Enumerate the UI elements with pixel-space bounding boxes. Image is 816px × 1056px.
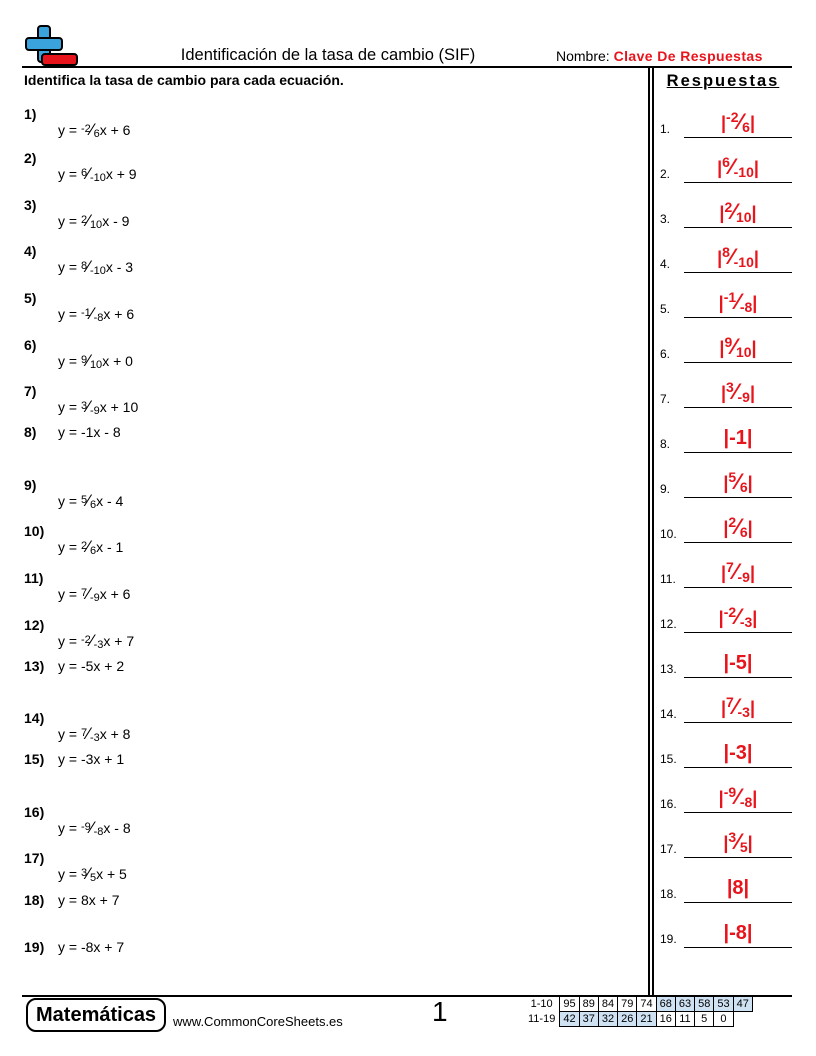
- answer-denominator: 6: [739, 479, 748, 495]
- score-cell: 89: [579, 997, 598, 1012]
- abs-bar: |: [749, 563, 756, 583]
- score-range-label: 11-19: [528, 1013, 556, 1025]
- fraction-slash: ⁄: [87, 351, 90, 370]
- problem-number: 7): [24, 383, 37, 399]
- fraction-slash: ⁄: [87, 211, 90, 230]
- answer-number: 8.: [660, 437, 671, 451]
- score-cell: 47: [733, 997, 752, 1012]
- answer-numerator: 5: [728, 469, 737, 485]
- problem-number: 12): [24, 617, 45, 633]
- problem-number: 18): [24, 892, 45, 908]
- problem-equation: [58, 491, 123, 511]
- score-row: [528, 997, 752, 1012]
- fraction-slash: ⁄: [733, 379, 738, 404]
- answer-item: [660, 773, 792, 813]
- slope-denominator: 5: [89, 872, 97, 884]
- answer-item: [660, 458, 792, 498]
- problem-number: 10): [24, 523, 45, 539]
- answer-numerator: -9: [723, 784, 737, 800]
- equation-suffix: x + 5: [96, 866, 127, 882]
- equation-prefix: y =: [58, 166, 81, 182]
- problem-equation: [58, 211, 129, 231]
- problem-equation: [58, 424, 121, 440]
- answer-value: [684, 559, 792, 585]
- abs-bar: |: [753, 248, 759, 268]
- name-label: Nombre:: [556, 48, 610, 64]
- slope-denominator: -10: [89, 265, 106, 277]
- score-cell: 21: [637, 1012, 656, 1027]
- slope-numerator: -9: [80, 821, 91, 833]
- answer-number: 14.: [660, 707, 677, 721]
- answer-line: [684, 452, 792, 453]
- fraction-slash: ⁄: [87, 584, 90, 603]
- answer-line: [684, 677, 792, 678]
- answer-item: [660, 818, 792, 858]
- score-range-label: 1-10: [530, 998, 553, 1010]
- slope-denominator: 6: [89, 499, 97, 511]
- abs-bar: |: [720, 698, 727, 718]
- fraction-slash: ⁄: [90, 304, 94, 323]
- answer-line: [684, 857, 792, 858]
- answer-denominator: -3: [737, 704, 750, 720]
- fraction-slash: ⁄: [87, 164, 90, 183]
- problem-number: 19): [24, 939, 45, 955]
- answer-denominator: -8: [739, 299, 753, 315]
- answer-value: [684, 289, 792, 315]
- equation-prefix: y =: [58, 820, 81, 836]
- slope-numerator: 3: [80, 400, 88, 412]
- problem-number: 2): [24, 150, 37, 166]
- fraction-slash: ⁄: [732, 199, 736, 224]
- fraction-slash: ⁄: [736, 604, 740, 629]
- answer-value: [684, 829, 792, 855]
- abs-bar: |: [749, 698, 756, 718]
- abs-bar: |: [752, 788, 758, 808]
- equation-prefix: y =: [58, 633, 81, 649]
- fraction-slash: ⁄: [736, 784, 740, 809]
- abs-bar: |: [751, 203, 757, 223]
- equation-suffix: x - 1: [96, 539, 124, 555]
- problem-number: 9): [24, 477, 37, 493]
- problem-number: 15): [24, 751, 45, 767]
- answer-item: [660, 233, 792, 273]
- answer-value: |-5|: [723, 652, 753, 674]
- answer-value: [684, 109, 792, 135]
- answer-number: 7.: [660, 392, 671, 406]
- answer-line: [684, 227, 792, 228]
- answer-numerator: 6: [722, 154, 730, 170]
- answer-line: [684, 407, 792, 408]
- answer-item: [660, 188, 792, 228]
- slope-numerator: -1: [80, 307, 91, 319]
- equation-suffix: x + 7: [103, 633, 135, 649]
- equation-suffix: x + 6: [99, 122, 131, 138]
- answer-number: 2.: [660, 167, 671, 181]
- problem-number: 4): [24, 243, 37, 259]
- answer-line: [684, 767, 792, 768]
- answer-numerator: 7: [726, 559, 734, 575]
- answer-number: 1.: [660, 122, 671, 136]
- score-cell: 58: [695, 997, 714, 1012]
- slope-denominator: 10: [89, 219, 103, 231]
- answer-numerator: -2: [723, 604, 737, 620]
- problem-equation: [58, 631, 134, 651]
- answer-item: [660, 638, 792, 678]
- equation-suffix: x + 9: [105, 166, 137, 182]
- score-cell: 63: [675, 997, 694, 1012]
- answer-value: |8|: [726, 877, 750, 899]
- equation-prefix: y = -1x - 8: [58, 424, 121, 440]
- score-cell: 16: [656, 1012, 675, 1027]
- abs-bar: |: [718, 788, 724, 808]
- problem-equation: [58, 537, 123, 557]
- slope-numerator: 2: [80, 214, 88, 226]
- answer-numerator: 3: [728, 829, 737, 845]
- score-cell: 5: [695, 1012, 714, 1027]
- equation-prefix: y =: [58, 399, 81, 415]
- abs-bar: |: [720, 383, 727, 403]
- answer-line: [684, 947, 792, 948]
- slope-denominator: -9: [89, 592, 100, 604]
- abs-bar: |: [753, 158, 759, 178]
- slope-numerator: 6: [80, 167, 88, 179]
- answer-value: [684, 199, 792, 225]
- equation-prefix: y =: [58, 539, 81, 555]
- abs-bar: |: [751, 338, 757, 358]
- answer-number: 11.: [660, 572, 676, 586]
- fraction-slash: ⁄: [87, 537, 90, 556]
- score-row: [528, 1012, 752, 1027]
- equation-prefix: y = -8x + 7: [58, 939, 125, 955]
- slope-denominator: -8: [93, 312, 104, 324]
- equation-prefix: y =: [58, 353, 81, 369]
- answer-denominator: 10: [735, 209, 752, 225]
- equation-prefix: y =: [58, 866, 81, 882]
- answer-numerator: 2: [724, 199, 733, 215]
- problem-equation: [58, 724, 130, 744]
- slope-denominator: -3: [89, 732, 100, 744]
- abs-bar: |: [752, 608, 758, 628]
- equation-suffix: x + 10: [99, 399, 139, 415]
- brand-badge: Matemáticas: [26, 998, 166, 1032]
- fraction-slash: ⁄: [738, 109, 743, 134]
- slope-numerator: -2: [80, 634, 91, 646]
- fraction-slash: ⁄: [87, 397, 90, 416]
- problem-number: 14): [24, 710, 45, 726]
- problem-number: 6): [24, 337, 37, 353]
- score-cell: 95: [560, 997, 579, 1012]
- answer-line: [684, 362, 792, 363]
- problem-equation: [58, 351, 133, 371]
- fraction-slash: ⁄: [90, 631, 94, 650]
- answer-value: [684, 694, 792, 720]
- fraction-slash: ⁄: [733, 694, 738, 719]
- answer-line: [684, 632, 792, 633]
- fraction-slash: ⁄: [87, 491, 90, 510]
- score-cell: 32: [598, 1012, 617, 1027]
- fraction-slash: ⁄: [87, 257, 90, 276]
- abs-bar: |: [718, 293, 724, 313]
- abs-bar: |: [749, 113, 756, 133]
- slope-denominator: 6: [93, 128, 100, 140]
- answer-denominator: -10: [733, 254, 754, 270]
- equation-prefix: y = -5x + 2: [58, 658, 125, 674]
- answer-item: [660, 728, 792, 768]
- fraction-slash: ⁄: [736, 829, 740, 854]
- header-rule: [22, 66, 792, 68]
- score-table: [528, 996, 753, 1027]
- answer-number: 3.: [660, 212, 671, 226]
- equation-prefix: y =: [58, 306, 81, 322]
- instructions: Identifica la tasa de cambio para cada ecuación.: [24, 72, 344, 88]
- fraction-slash: ⁄: [90, 120, 94, 139]
- fraction-slash: ⁄: [90, 818, 94, 837]
- problem-number: 1): [24, 106, 37, 122]
- slope-numerator: 7: [80, 727, 88, 739]
- abs-bar: |: [717, 158, 723, 178]
- answer-numerator: 9: [724, 334, 733, 350]
- abs-bar: |: [723, 473, 729, 493]
- answer-item: [660, 278, 792, 318]
- fraction-slash: ⁄: [87, 724, 90, 743]
- abs-bar: |: [747, 518, 753, 538]
- answers-header: Respuestas: [666, 72, 780, 90]
- answer-denominator: -3: [739, 614, 753, 630]
- slope-denominator: -8: [93, 826, 104, 838]
- answer-item: [660, 413, 792, 453]
- slope-denominator: -10: [89, 172, 106, 184]
- answer-denominator: 6: [739, 524, 748, 540]
- equation-suffix: x - 4: [96, 493, 124, 509]
- fraction-slash: ⁄: [736, 514, 740, 539]
- abs-bar: |: [747, 473, 753, 493]
- equation-prefix: y =: [58, 726, 81, 742]
- answer-item: [660, 683, 792, 723]
- abs-bar: |: [723, 518, 729, 538]
- equation-prefix: y = 8x + 7: [58, 892, 120, 908]
- slope-denominator: -9: [89, 405, 100, 417]
- equation-suffix: x + 6: [103, 306, 135, 322]
- score-cell: 74: [637, 997, 656, 1012]
- answer-line: [684, 497, 792, 498]
- answer-value: [684, 244, 792, 270]
- score-cell: 68: [656, 997, 675, 1012]
- abs-bar: |: [717, 248, 723, 268]
- answer-line: [684, 272, 792, 273]
- answer-value: [684, 604, 792, 630]
- answer-line: [684, 317, 792, 318]
- slope-denominator: 6: [89, 545, 97, 557]
- name-field: [556, 48, 763, 64]
- worksheet-title: Identificación de la tasa de cambio (SIF): [180, 46, 476, 64]
- answer-number: 13.: [660, 662, 677, 676]
- score-cell: 11: [675, 1012, 694, 1027]
- answer-number: 15.: [660, 752, 677, 766]
- answer-line: [684, 902, 792, 903]
- answer-item: [660, 98, 792, 138]
- answer-value: [684, 334, 792, 360]
- abs-bar: |: [719, 203, 725, 223]
- score-cell: 79: [618, 997, 637, 1012]
- answer-item: [660, 863, 792, 903]
- answer-value: [684, 154, 792, 180]
- equation-suffix: x - 3: [105, 259, 134, 275]
- abs-bar: |: [720, 113, 727, 133]
- answer-line: [684, 812, 792, 813]
- equation-suffix: x + 6: [99, 586, 131, 602]
- answer-value: |-1|: [723, 427, 753, 449]
- answer-line: [684, 542, 792, 543]
- problem-equation: [58, 658, 124, 674]
- equation-prefix: y =: [58, 586, 81, 602]
- problem-equation: [58, 864, 127, 884]
- score-cell: 42: [560, 1012, 579, 1027]
- fraction-slash: ⁄: [733, 559, 738, 584]
- problem-equation: [58, 751, 124, 767]
- answer-denominator: -9: [737, 569, 750, 585]
- answer-denominator: 10: [735, 344, 752, 360]
- slope-numerator: 5: [80, 494, 88, 506]
- slope-denominator: -3: [93, 639, 104, 651]
- problem-number: 8): [24, 424, 37, 440]
- fraction-slash: ⁄: [736, 289, 740, 314]
- problem-number: 13): [24, 658, 45, 674]
- answer-value: |-3|: [723, 742, 753, 764]
- answer-denominator: 5: [739, 839, 748, 855]
- answer-value: [684, 469, 792, 495]
- problem-number: 16): [24, 804, 45, 820]
- fraction-slash: ⁄: [729, 154, 734, 179]
- answer-number: 18.: [660, 887, 677, 901]
- answer-item: [660, 368, 792, 408]
- equation-prefix: y =: [58, 493, 81, 509]
- name-value: Clave De Respuestas: [613, 48, 763, 64]
- answer-number: 12.: [660, 617, 677, 631]
- problem-equation: [58, 818, 131, 838]
- problem-equation: [58, 120, 130, 140]
- answer-number: 16.: [660, 797, 677, 811]
- answer-value: |-8|: [723, 922, 753, 944]
- answer-number: 6.: [660, 347, 671, 361]
- answer-item: [660, 908, 792, 948]
- fraction-slash: ⁄: [87, 864, 90, 883]
- answer-item: [660, 143, 792, 183]
- problem-number: 11): [24, 570, 44, 586]
- problem-number: 17): [24, 850, 45, 866]
- answer-numerator: 3: [726, 379, 734, 395]
- abs-bar: |: [723, 833, 729, 853]
- answer-denominator: -9: [737, 389, 750, 405]
- problem-equation: [58, 304, 134, 324]
- fraction-slash: ⁄: [729, 244, 734, 269]
- problem-number: 5): [24, 290, 37, 306]
- slope-numerator: -2: [80, 123, 91, 135]
- equation-prefix: y =: [58, 213, 81, 229]
- answer-denominator: 6: [742, 119, 750, 135]
- abs-bar: |: [749, 383, 756, 403]
- answer-number: 19.: [660, 932, 677, 946]
- score-cell: 84: [598, 997, 617, 1012]
- abs-bar: |: [752, 293, 758, 313]
- equation-suffix: x - 8: [103, 820, 131, 836]
- answer-value: [684, 514, 792, 540]
- answer-numerator: 2: [728, 514, 737, 530]
- abs-bar: |: [720, 563, 727, 583]
- answer-numerator: 7: [726, 694, 734, 710]
- page-number: 1: [432, 996, 448, 1027]
- answer-numerator: 8: [722, 244, 730, 260]
- answer-item: [660, 548, 792, 588]
- problem-number: 3): [24, 197, 37, 213]
- answer-number: 9.: [660, 482, 671, 496]
- equation-prefix: y = -3x + 1: [58, 751, 125, 767]
- equation-suffix: x - 9: [102, 213, 130, 229]
- answer-item: [660, 323, 792, 363]
- score-cell: 26: [618, 1012, 637, 1027]
- answer-numerator: -2: [726, 109, 739, 125]
- equation-prefix: y =: [58, 122, 81, 138]
- slope-numerator: 9: [80, 354, 88, 366]
- column-divider: [648, 67, 650, 996]
- fraction-slash: ⁄: [736, 469, 740, 494]
- answer-item: [660, 593, 792, 633]
- fraction-slash: ⁄: [732, 334, 736, 359]
- answer-line: [684, 182, 792, 183]
- slope-numerator: 8: [80, 260, 88, 272]
- equation-suffix: x + 8: [99, 726, 131, 742]
- problem-equation: [58, 164, 137, 184]
- site-url: www.CommonCoreSheets.es: [173, 1014, 343, 1029]
- slope-numerator: 3: [80, 867, 88, 879]
- equation-prefix: y =: [58, 259, 81, 275]
- answer-item: [660, 503, 792, 543]
- answer-line: [684, 722, 792, 723]
- answer-denominator: -8: [739, 794, 753, 810]
- problem-equation: [58, 257, 133, 277]
- answer-number: 10.: [660, 527, 677, 541]
- slope-numerator: 2: [80, 540, 88, 552]
- answer-line: [684, 587, 792, 588]
- abs-bar: |: [718, 608, 724, 628]
- answer-number: 4.: [660, 257, 671, 271]
- problem-equation: [58, 892, 119, 908]
- answer-number: 17.: [660, 842, 677, 856]
- answer-numerator: -1: [723, 289, 737, 305]
- slope-denominator: 10: [89, 359, 103, 371]
- abs-bar: |: [747, 833, 753, 853]
- answer-value: [684, 379, 792, 405]
- problem-equation: [58, 584, 130, 604]
- score-cell: 37: [579, 1012, 598, 1027]
- slope-numerator: 7: [80, 587, 88, 599]
- answer-value: [684, 784, 792, 810]
- answer-line: [684, 137, 792, 138]
- score-cell: 53: [714, 997, 733, 1012]
- equation-suffix: x + 0: [102, 353, 133, 369]
- problem-equation: [58, 397, 138, 417]
- abs-bar: |: [719, 338, 725, 358]
- score-cell: 0: [714, 1012, 733, 1027]
- answer-denominator: -10: [733, 164, 754, 180]
- problem-equation: [58, 939, 124, 955]
- column-divider: [652, 67, 654, 996]
- answer-number: 5.: [660, 302, 671, 316]
